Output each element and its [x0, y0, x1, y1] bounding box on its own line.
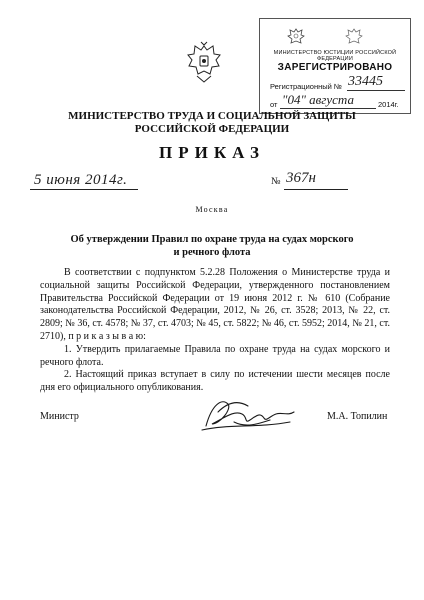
- ministry-name: [40, 110, 384, 135]
- stamp-from-line: [280, 108, 376, 109]
- stamp-ministry-name: МИНИСТЕРСТВО ЮСТИЦИИ РОССИЙСКОЙ ФЕДЕРАЦИИ: [273, 50, 397, 62]
- document-type: ПРИКАЗ: [159, 143, 265, 162]
- emblem-icon: [343, 26, 365, 46]
- ministry-name-line1: МИНИСТЕРСТВО ТРУДА И СОЦИАЛЬНОЙ ЗАЩИТЫ: [68, 110, 356, 122]
- signatory-name: М.А. Топилин: [327, 411, 388, 422]
- stamp-reg-number: 33445: [348, 74, 383, 89]
- stamp-year: 2014г.: [378, 100, 399, 109]
- stamp-registered-label: ЗАРЕГИСТРИРОВАНО: [277, 62, 393, 73]
- stamp-from-date: "04" августа: [282, 92, 354, 107]
- item-1-paragraph: 1. Утвердить прилагаемые Правила по охране труда на судах морского и речного флота.: [40, 343, 390, 368]
- signatory-title: Министр: [40, 411, 79, 422]
- emblem-icon: [285, 26, 307, 46]
- preamble-paragraph: В соответствии с подпунктом 5.2.28 Положения о Министерстве труда и социальной защиты Российской Федерации, утвержденного постановлением Правительства Российской Федерации от 19 июня 2012 г. № 610 (Собрание законодательства Российской Федерации, 2012, № 26, ст. 3528; 2013, № 22, ст. 2809; № 36, ст. 4578; № 37, ст. 4703; № 45, ст. 5822; № 46, ст. 5952; 2014, № 21, ст. 2710), п р и к а з ы в а ю:: [40, 267, 390, 342]
- order-date: 5 июня 2014г.: [34, 172, 128, 188]
- order-number-line: [284, 189, 348, 190]
- order-number: 367н: [286, 170, 316, 186]
- coat-of-arms-icon: [183, 40, 225, 84]
- document-title: [40, 233, 384, 259]
- ministry-name-line2: РОССИЙСКОЙ ФЕДЕРАЦИИ: [134, 122, 290, 135]
- order-date-line: [30, 189, 138, 190]
- stamp-reg-number-label: Регистрационный №: [270, 82, 342, 91]
- stamp-from-label: от: [270, 100, 278, 109]
- city: Москва: [195, 205, 229, 214]
- document-title-line2: и речного флота: [173, 247, 251, 258]
- item-2-paragraph: 2. Настоящий приказ вступает в силу по истечении шести месяцев после дня его официального опубликования.: [40, 369, 390, 394]
- document-title-line1: Об утверждении Правил по охране труда на судах морского: [70, 234, 354, 245]
- document-body: [40, 267, 390, 395]
- order-number-sign: №: [271, 176, 281, 187]
- stamp-reg-number-line: [347, 90, 405, 91]
- handwritten-signature: [198, 394, 302, 436]
